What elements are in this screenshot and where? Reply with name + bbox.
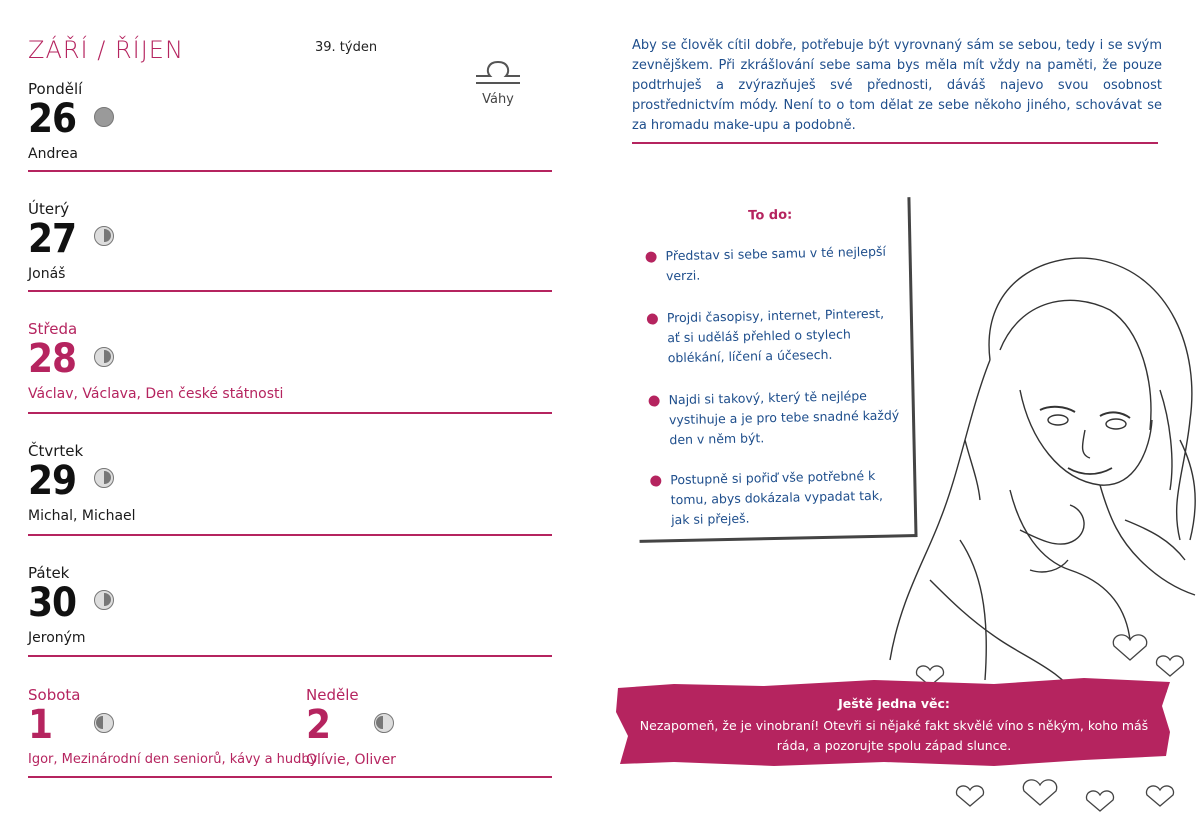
day-divider xyxy=(28,170,552,172)
day-number: 26 xyxy=(28,96,77,142)
info-banner xyxy=(614,676,1174,768)
day-sunday xyxy=(306,686,546,768)
month-title: ZÁŘÍ / ŘÍJEN xyxy=(28,36,184,64)
day-name: Pondělí xyxy=(28,80,83,98)
day-name: Čtvrtek xyxy=(28,442,84,460)
todo-item-text: Projdi časopisy, internet, Pinterest, ať si uděláš přehled o stylech oblékání, líčení a účesech. xyxy=(666,305,885,366)
banner-title: Ještě jedna věc: xyxy=(838,696,950,711)
day-divider xyxy=(28,412,552,414)
day-divider xyxy=(28,776,552,778)
todo-item-text: Najdi si takový, který tě nejlépe vystihuje a je pro tebe snadné každý den v něm být. xyxy=(668,388,900,448)
name-day: Jonáš xyxy=(28,266,66,282)
moon-phase-icon xyxy=(94,590,114,610)
todo-item xyxy=(667,303,900,368)
intro-divider xyxy=(632,142,1158,144)
todo-card xyxy=(632,197,917,543)
moon-phase-icon xyxy=(94,468,114,488)
day-name: Neděle xyxy=(306,686,359,704)
zodiac-name: Váhy xyxy=(482,92,514,107)
day-number: 1 xyxy=(28,702,53,748)
full-moon-icon xyxy=(94,107,114,127)
bullet-icon xyxy=(650,475,661,486)
name-day: Michal, Michael xyxy=(28,508,136,524)
last-quarter-moon-icon xyxy=(374,713,394,733)
todo-item xyxy=(670,465,903,530)
day-name: Pátek xyxy=(28,564,70,582)
day-name: Úterý xyxy=(28,200,70,218)
day-number: 30 xyxy=(28,580,77,626)
day-name: Středa xyxy=(28,320,78,338)
day-saturday xyxy=(28,686,318,767)
day-number: 28 xyxy=(28,336,77,382)
right-page xyxy=(600,0,1200,820)
bullet-icon xyxy=(649,395,660,406)
banner-text: Nezapomeň, že je vinobraní! Otevři si nějaké fakt skvělé víno s někým, koho máš ráda, a pozorujte spolu západ slunce. xyxy=(639,718,1149,753)
moon-phase-icon xyxy=(94,226,114,246)
day-number: 27 xyxy=(28,216,77,262)
name-day: Václav, Václava, Den české státnosti xyxy=(28,386,284,402)
name-day: Igor, Mezinárodní den seniorů, kávy a hudby xyxy=(28,752,318,767)
day-divider xyxy=(28,655,552,657)
todo-item-text: Postupně si pořiď vše potřebné k tomu, abys dokázala vypadat tak, jak si přeješ. xyxy=(670,467,884,528)
day-divider xyxy=(28,534,552,536)
last-quarter-moon-icon xyxy=(94,713,114,733)
day-name: Sobota xyxy=(28,686,81,704)
week-label: 39. týden xyxy=(315,40,378,55)
todo-item xyxy=(668,385,901,450)
moon-phase-icon xyxy=(94,347,114,367)
day-number: 29 xyxy=(28,458,77,504)
bullet-icon xyxy=(645,251,656,262)
name-day: Jeroným xyxy=(28,630,86,646)
todo-item-text: Představ si sebe samu v té nejlepší verzi. xyxy=(665,243,887,284)
todo-item xyxy=(665,241,898,286)
name-day: Olívie, Oliver xyxy=(306,752,396,768)
day-number: 2 xyxy=(306,702,331,748)
bullet-icon xyxy=(647,313,658,324)
name-day: Andrea xyxy=(28,146,78,162)
day-divider xyxy=(28,290,552,292)
intro-paragraph: Aby se člověk cítil dobře, potřebuje být vyrovnaný sám se sebou, tedy i se svým zevnějškem. Při zkrášlování sebe sama bys měla mít vždy na paměti, že pouze podtrhuješ a zvýrazňuješ své přednosti, dáváš najevo svou osobnost prostřednictvím módy. Není to o tom dělat ze sebe někoho jiného, schovávat se za hromadu make-upu a podobně. xyxy=(632,38,1162,133)
todo-title: To do: xyxy=(748,207,793,224)
